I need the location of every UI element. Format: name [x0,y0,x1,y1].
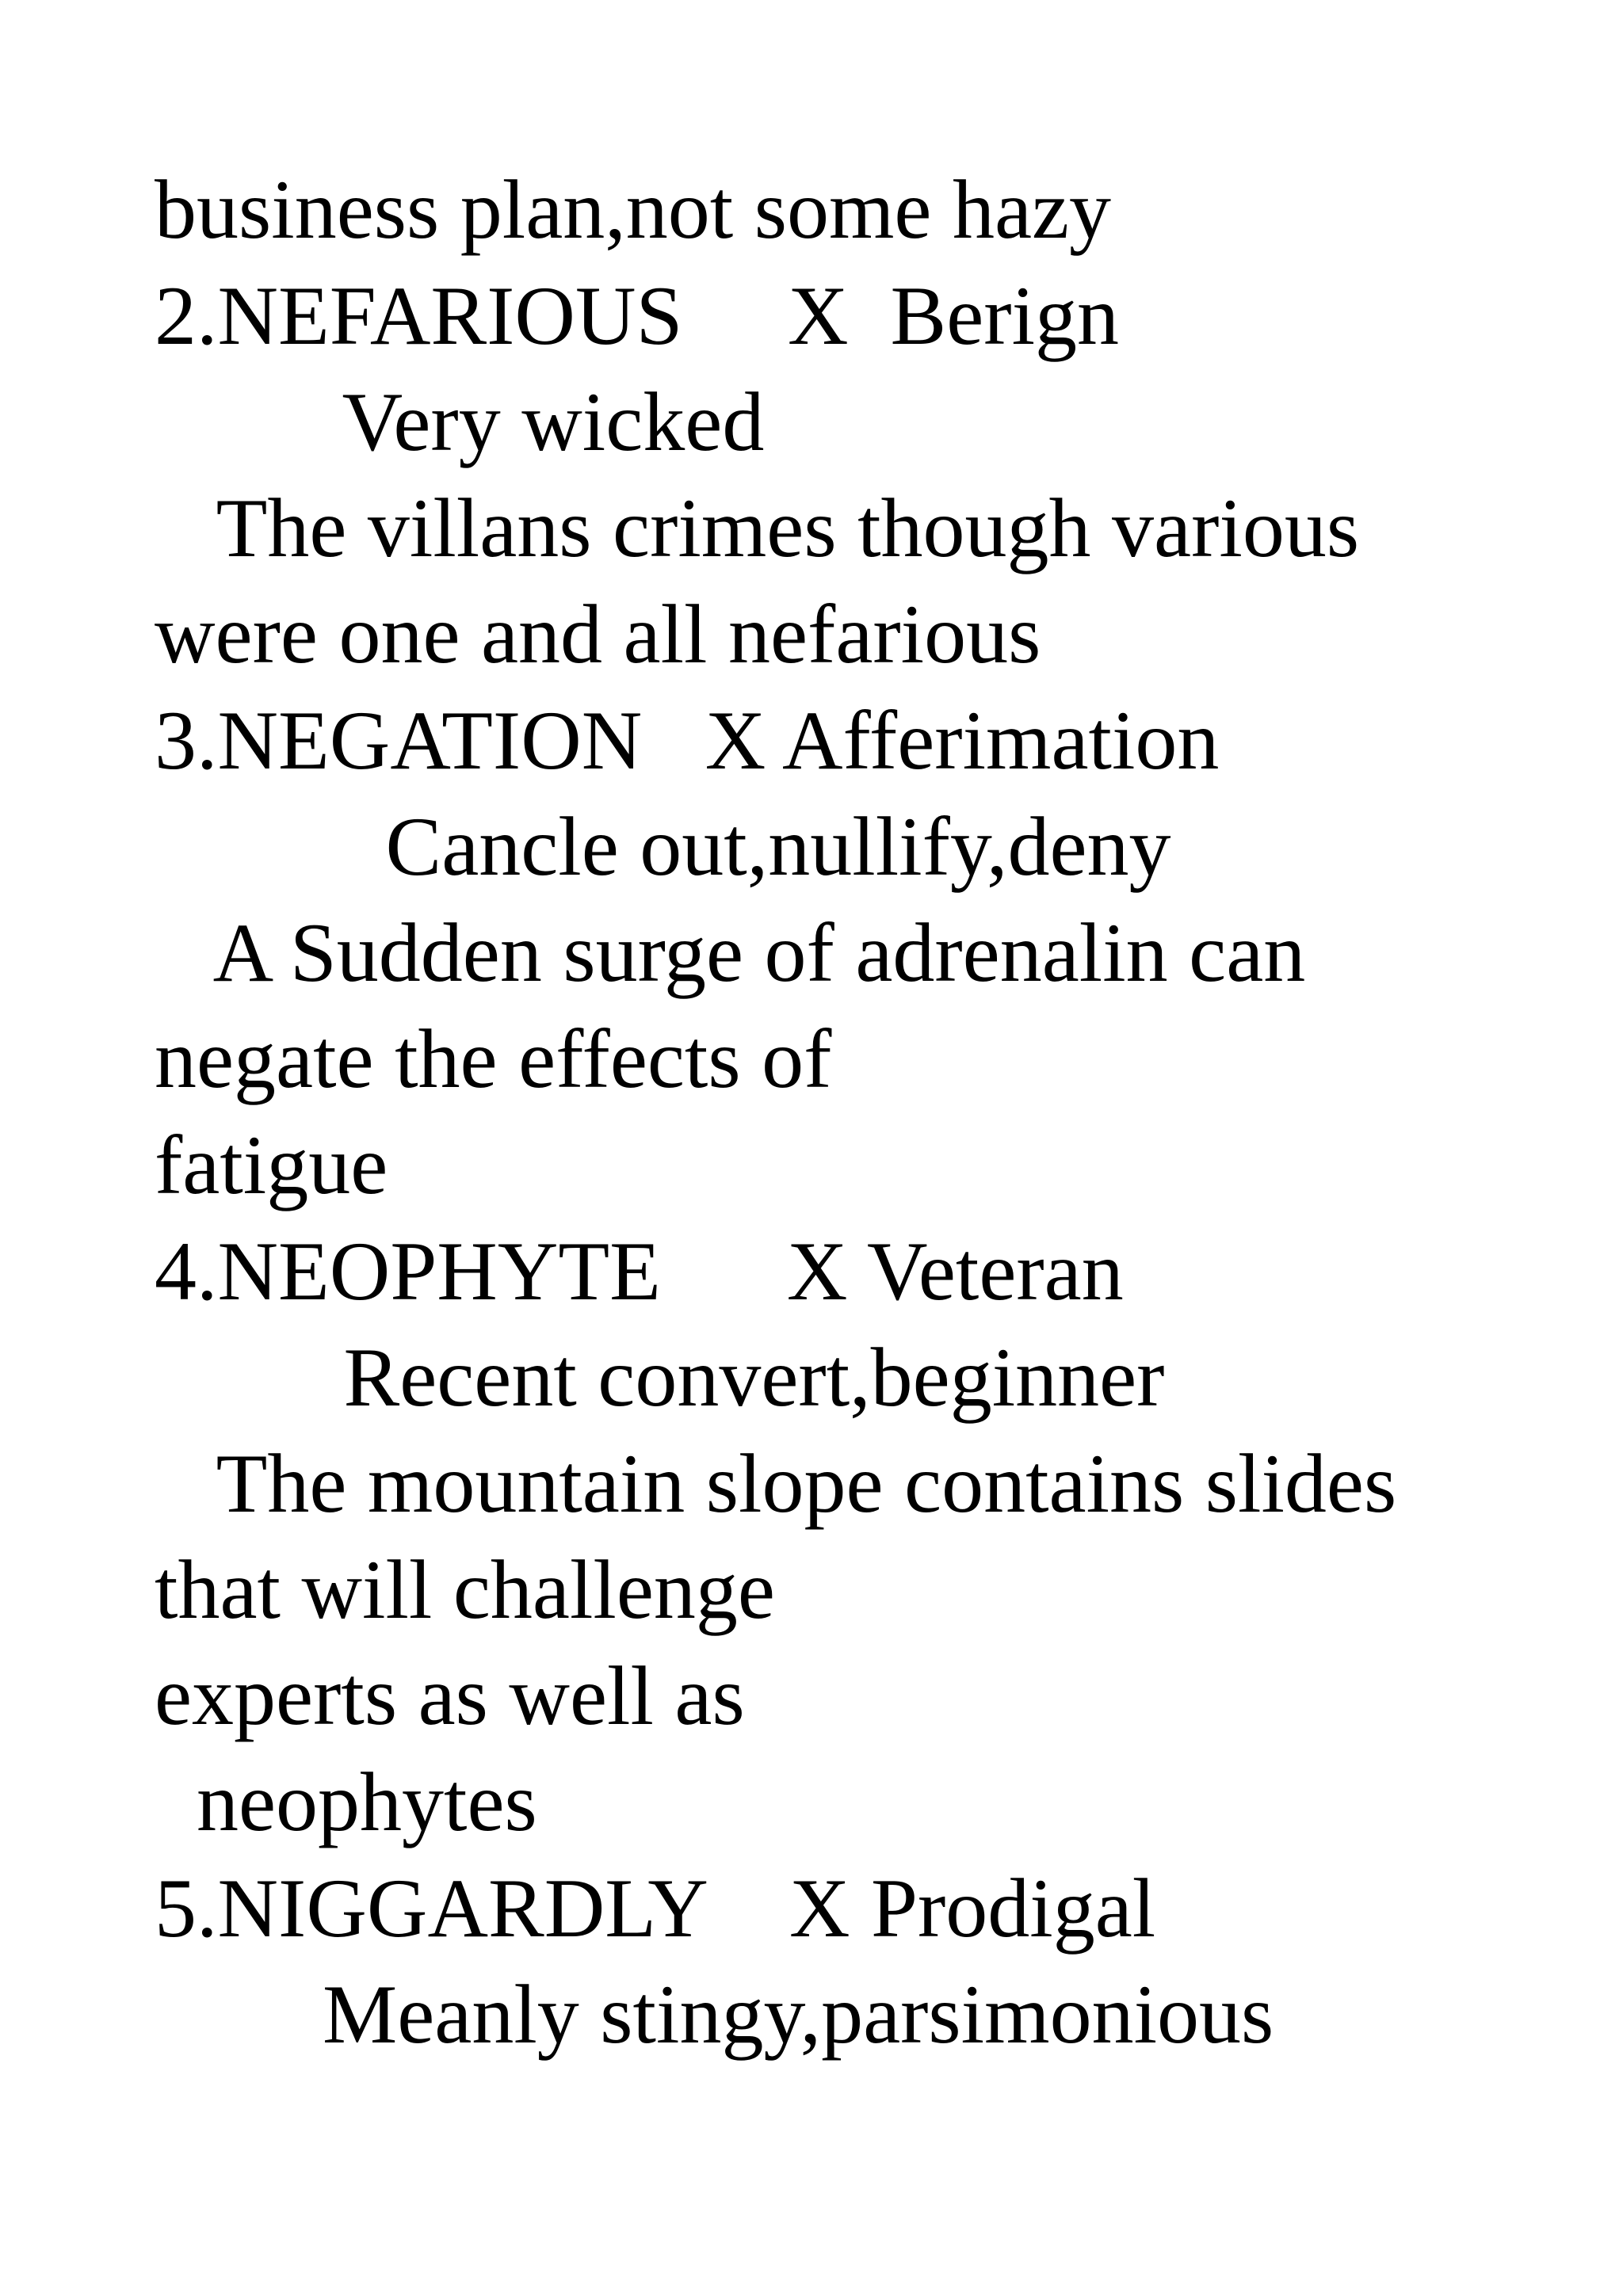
definition-line: Cancle out,nullify,deny [155,800,1171,893]
example-line: that will challenge [155,1543,775,1636]
text-line: business plan,not some hazy [155,163,1112,256]
heading-niggardly: 5.NIGGARDLY X Prodigal [155,1862,1156,1955]
example-line: were one and all nefarious [155,588,1041,681]
heading-negation: 3.NEGATION X Afferimation [155,694,1220,787]
example-line: neophytes [155,1756,537,1848]
definition-line: Very wicked [155,376,765,468]
heading-neophyte: 4.NEOPHYTE X Veteran [155,1225,1124,1318]
example-line: The mountain slope contains slides [155,1437,1397,1530]
example-line: fatigue [155,1119,388,1211]
example-line: The villans crimes though various [155,482,1360,574]
example-line: A Sudden surge of adrenalin can [155,906,1306,999]
definition-line: Recent convert,beginner [155,1331,1165,1424]
definition-line: Meanly stingy,parsimonious [155,1968,1274,2061]
example-line: experts as well as [155,1650,745,1742]
heading-nefarious: 2.NEFARIOUS X Berign [155,269,1120,362]
example-line: negate the effects of [155,1013,832,1105]
